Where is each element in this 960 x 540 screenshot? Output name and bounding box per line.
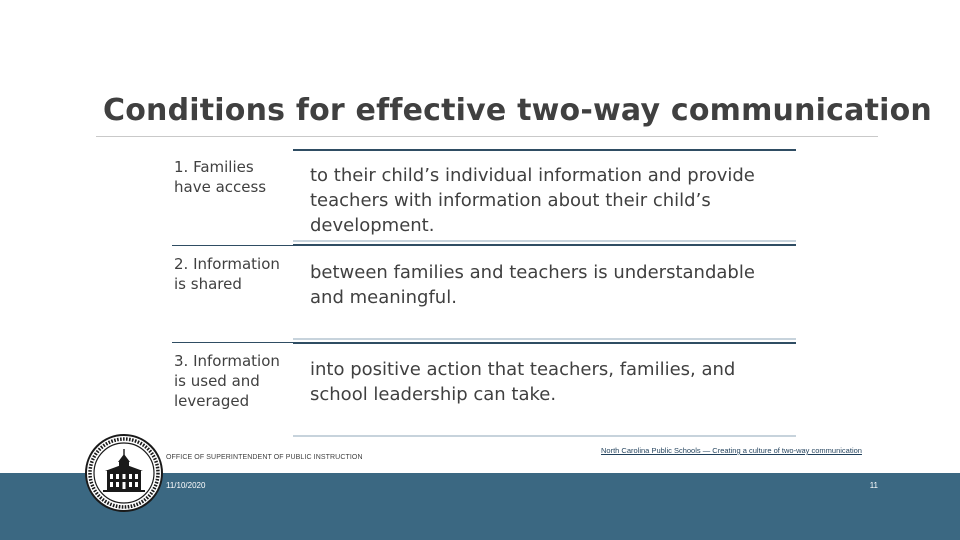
row-3-text: into positive action that teachers, families, and school leadership can take.: [310, 359, 736, 405]
row-1-top-rule: [293, 149, 796, 151]
row-1-label: 1. Families have access: [174, 158, 267, 196]
row-3-top-rule: [293, 342, 796, 344]
row-3-label: 3. Information is used and leveraged: [174, 352, 280, 410]
row-1-text: to their child’s individual information and provide teachers with information about their child’s development.: [310, 165, 755, 236]
row-1-bottom-rule: [293, 240, 796, 242]
row-2-bottom-rule: [293, 338, 796, 340]
row-2-top-rule: [293, 244, 796, 246]
office-name: OFFICE OF SUPERINTENDENT OF PUBLIC INSTRUCTION: [166, 454, 363, 461]
row-2-label: 2. Information is shared: [174, 255, 280, 293]
slide-date: 11/10/2020: [166, 481, 206, 490]
state-seal-icon: [85, 434, 163, 512]
page-number: 11: [869, 481, 878, 490]
row-2-label-rule: [172, 245, 293, 246]
row-3-bottom-rule: [293, 435, 796, 437]
row-2-text: between families and teachers is understandable and meaningful.: [310, 262, 755, 308]
row-3-label-rule: [172, 342, 293, 343]
slide-title: Conditions for effective two-way communication: [103, 93, 932, 128]
footer-link[interactable]: North Carolina Public Schools — Creating a culture of two-way communication: [601, 446, 862, 455]
